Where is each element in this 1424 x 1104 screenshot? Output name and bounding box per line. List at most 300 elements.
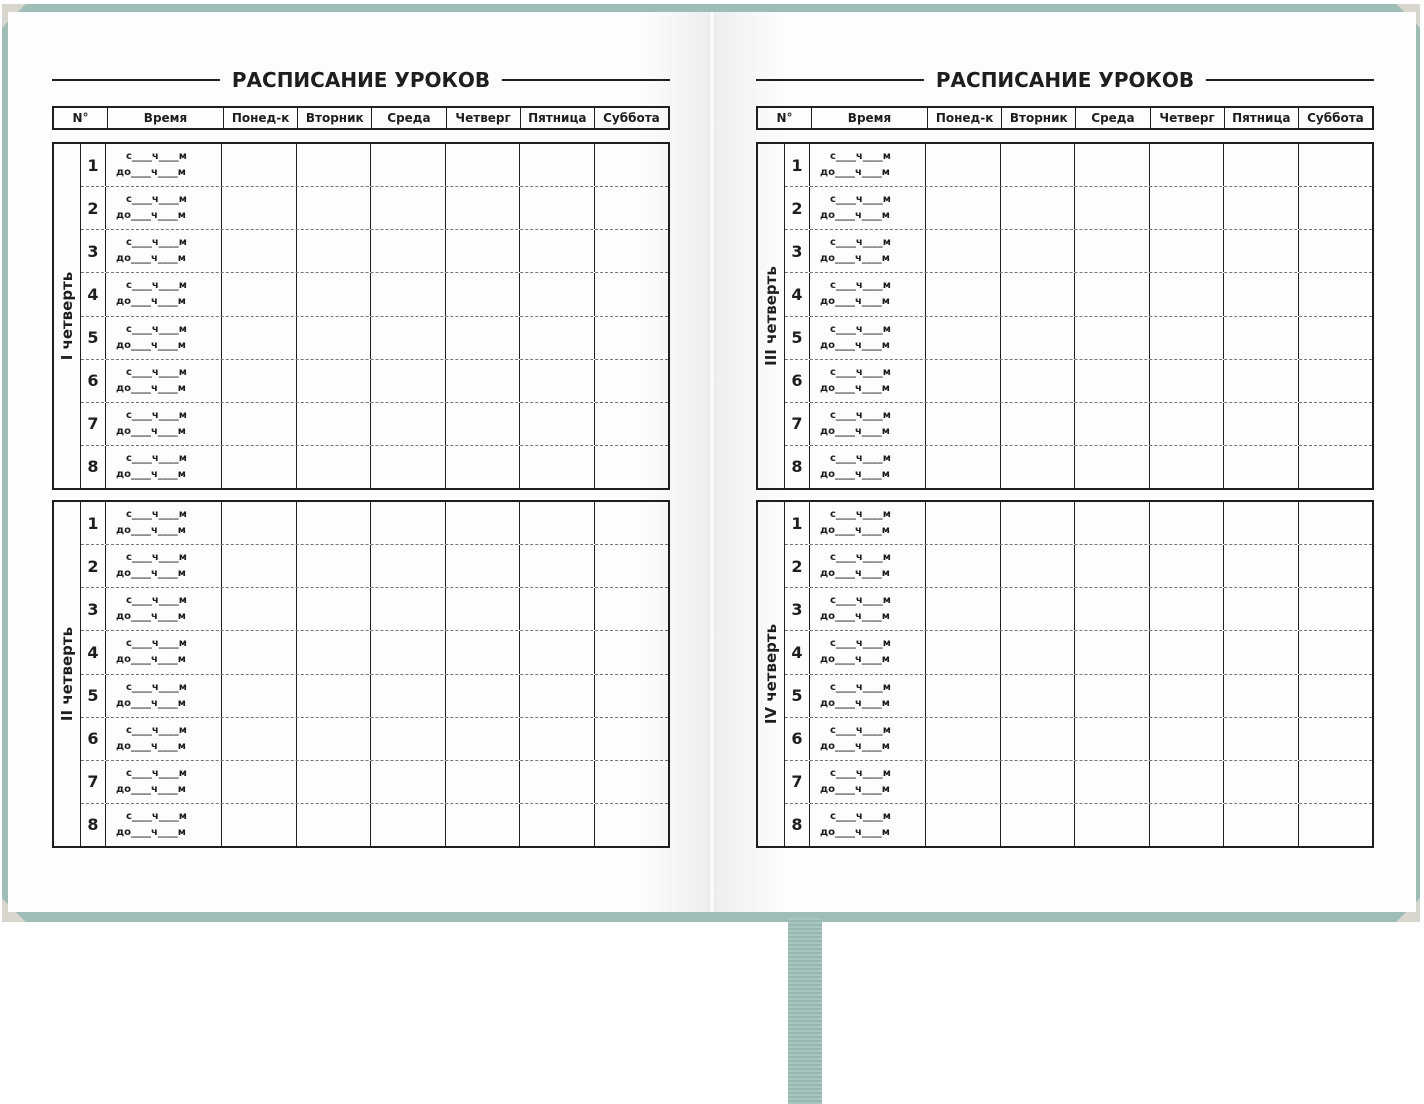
day-cell[interactable] bbox=[1224, 502, 1299, 544]
time-cell[interactable] bbox=[810, 187, 926, 229]
day-cell[interactable] bbox=[446, 588, 521, 630]
time-from[interactable]: с____ч____м bbox=[830, 810, 891, 822]
time-from[interactable]: с____ч____м bbox=[126, 366, 187, 378]
day-cell[interactable] bbox=[520, 144, 595, 186]
time-from[interactable]: с____ч____м bbox=[830, 366, 891, 378]
time-cell[interactable] bbox=[810, 545, 926, 587]
time-to[interactable]: до____ч____м bbox=[116, 339, 186, 351]
time-to[interactable]: до____ч____м bbox=[820, 783, 890, 795]
day-cell[interactable] bbox=[1150, 360, 1225, 402]
time-cell[interactable] bbox=[106, 360, 222, 402]
day-cell[interactable] bbox=[222, 144, 297, 186]
day-cell[interactable] bbox=[446, 187, 521, 229]
time-cell[interactable] bbox=[106, 545, 222, 587]
time-from[interactable]: с____ч____м bbox=[126, 810, 187, 822]
day-cell[interactable] bbox=[595, 360, 669, 402]
lesson-row bbox=[81, 675, 668, 718]
day-cell[interactable] bbox=[595, 675, 669, 717]
day-cell[interactable] bbox=[1075, 273, 1150, 315]
header-cell: Пятница bbox=[521, 108, 595, 128]
time-to[interactable]: до____ч____м bbox=[820, 425, 890, 437]
day-cell[interactable] bbox=[926, 360, 1001, 402]
day-cell[interactable] bbox=[1001, 804, 1076, 846]
day-cell[interactable] bbox=[222, 761, 297, 803]
time-to[interactable]: до____ч____м bbox=[116, 568, 186, 580]
time-from[interactable]: с____ч____м bbox=[126, 767, 187, 779]
time-cell[interactable] bbox=[810, 675, 926, 717]
time-from[interactable]: с____ч____м bbox=[830, 638, 891, 650]
day-cell[interactable] bbox=[1224, 187, 1299, 229]
day-cell[interactable] bbox=[926, 446, 1001, 488]
day-cell[interactable] bbox=[595, 718, 669, 760]
day-cell[interactable] bbox=[1150, 545, 1225, 587]
day-cell[interactable] bbox=[371, 360, 446, 402]
time-cell[interactable] bbox=[106, 446, 222, 488]
day-cell[interactable] bbox=[297, 675, 372, 717]
day-cell[interactable] bbox=[595, 187, 669, 229]
day-cell[interactable] bbox=[520, 804, 595, 846]
day-cell[interactable] bbox=[1001, 718, 1076, 760]
day-cell[interactable] bbox=[222, 230, 297, 272]
day-cell[interactable] bbox=[1150, 502, 1225, 544]
time-cell[interactable] bbox=[810, 360, 926, 402]
day-cell[interactable] bbox=[1224, 360, 1299, 402]
day-cell[interactable] bbox=[926, 804, 1001, 846]
day-cell[interactable] bbox=[1075, 187, 1150, 229]
day-cell[interactable] bbox=[371, 631, 446, 673]
day-cell[interactable] bbox=[1001, 761, 1076, 803]
time-to[interactable]: до____ч____м bbox=[820, 167, 890, 179]
day-cell[interactable] bbox=[926, 631, 1001, 673]
day-cell[interactable] bbox=[1224, 545, 1299, 587]
day-cell[interactable] bbox=[520, 502, 595, 544]
day-cell[interactable] bbox=[1224, 804, 1299, 846]
lesson-number: 1 bbox=[81, 502, 106, 544]
time-to[interactable]: до____ч____м bbox=[116, 697, 186, 709]
day-cell[interactable] bbox=[446, 718, 521, 760]
day-cell[interactable] bbox=[1075, 230, 1150, 272]
day-cell[interactable] bbox=[1224, 718, 1299, 760]
day-cell[interactable] bbox=[926, 230, 1001, 272]
day-cell[interactable] bbox=[297, 230, 372, 272]
day-cell[interactable] bbox=[520, 403, 595, 445]
time-from[interactable]: с____ч____м bbox=[126, 280, 187, 292]
time-cell[interactable] bbox=[106, 588, 222, 630]
day-cell[interactable] bbox=[371, 804, 446, 846]
time-to[interactable]: до____ч____м bbox=[116, 382, 186, 394]
time-cell[interactable] bbox=[810, 230, 926, 272]
day-cell[interactable] bbox=[520, 761, 595, 803]
time-cell[interactable] bbox=[810, 273, 926, 315]
day-cell[interactable] bbox=[371, 761, 446, 803]
day-cell[interactable] bbox=[1150, 588, 1225, 630]
day-cell[interactable] bbox=[595, 230, 669, 272]
day-cell[interactable] bbox=[446, 761, 521, 803]
day-cell[interactable] bbox=[1075, 317, 1150, 359]
day-cell[interactable] bbox=[1299, 403, 1373, 445]
day-cell[interactable] bbox=[222, 502, 297, 544]
time-from[interactable]: с____ч____м bbox=[830, 280, 891, 292]
day-cell[interactable] bbox=[222, 545, 297, 587]
day-cell[interactable] bbox=[520, 631, 595, 673]
day-cell[interactable] bbox=[1224, 631, 1299, 673]
day-cell[interactable] bbox=[446, 230, 521, 272]
time-cell[interactable] bbox=[106, 403, 222, 445]
day-cell[interactable] bbox=[297, 144, 372, 186]
day-cell[interactable] bbox=[297, 360, 372, 402]
time-cell[interactable] bbox=[810, 588, 926, 630]
day-cell[interactable] bbox=[1075, 545, 1150, 587]
time-from[interactable]: с____ч____м bbox=[830, 509, 891, 521]
day-cell[interactable] bbox=[297, 545, 372, 587]
time-to[interactable]: до____ч____м bbox=[116, 740, 186, 752]
day-cell[interactable] bbox=[520, 187, 595, 229]
time-to[interactable]: до____ч____м bbox=[116, 783, 186, 795]
time-cell[interactable] bbox=[106, 144, 222, 186]
day-cell[interactable] bbox=[1150, 187, 1225, 229]
day-cell[interactable] bbox=[371, 317, 446, 359]
day-cell[interactable] bbox=[446, 804, 521, 846]
day-cell[interactable] bbox=[371, 502, 446, 544]
time-cell[interactable] bbox=[810, 761, 926, 803]
time-cell[interactable] bbox=[106, 317, 222, 359]
day-cell[interactable] bbox=[222, 675, 297, 717]
day-cell[interactable] bbox=[1075, 631, 1150, 673]
time-cell[interactable] bbox=[810, 317, 926, 359]
time-cell[interactable] bbox=[810, 502, 926, 544]
time-from[interactable]: с____ч____м bbox=[126, 237, 187, 249]
day-cell[interactable] bbox=[595, 631, 669, 673]
day-cell[interactable] bbox=[595, 502, 669, 544]
day-cell[interactable] bbox=[1001, 588, 1076, 630]
day-cell[interactable] bbox=[926, 761, 1001, 803]
quarter-label: II четверть bbox=[58, 626, 76, 722]
day-cell[interactable] bbox=[926, 403, 1001, 445]
day-cell[interactable] bbox=[1224, 403, 1299, 445]
time-cell[interactable] bbox=[810, 144, 926, 186]
day-cell[interactable] bbox=[1075, 446, 1150, 488]
day-cell[interactable] bbox=[446, 360, 521, 402]
lesson-row bbox=[785, 187, 1372, 230]
day-cell[interactable] bbox=[1150, 631, 1225, 673]
time-cell[interactable] bbox=[810, 446, 926, 488]
time-to[interactable]: до____ч____м bbox=[820, 525, 890, 537]
day-cell[interactable] bbox=[446, 446, 521, 488]
day-cell[interactable] bbox=[371, 675, 446, 717]
day-cell[interactable] bbox=[446, 403, 521, 445]
bookmark-ribbon[interactable] bbox=[788, 918, 822, 1104]
day-cell[interactable] bbox=[1075, 360, 1150, 402]
time-from[interactable]: с____ч____м bbox=[830, 194, 891, 206]
time-from[interactable]: с____ч____м bbox=[830, 409, 891, 421]
time-from[interactable]: с____ч____м bbox=[830, 237, 891, 249]
day-cell[interactable] bbox=[1299, 273, 1373, 315]
time-to[interactable]: до____ч____м bbox=[820, 697, 890, 709]
time-from[interactable]: с____ч____м bbox=[830, 452, 891, 464]
day-cell[interactable] bbox=[1001, 631, 1076, 673]
day-cell[interactable] bbox=[595, 588, 669, 630]
day-cell[interactable] bbox=[1075, 675, 1150, 717]
day-cell[interactable] bbox=[371, 718, 446, 760]
day-cell[interactable] bbox=[595, 273, 669, 315]
day-cell[interactable] bbox=[297, 446, 372, 488]
day-cell[interactable] bbox=[520, 588, 595, 630]
time-from[interactable]: с____ч____м bbox=[126, 151, 187, 163]
day-cell[interactable] bbox=[371, 144, 446, 186]
day-cell[interactable] bbox=[1150, 403, 1225, 445]
day-cell[interactable] bbox=[1001, 273, 1076, 315]
day-cell[interactable] bbox=[926, 317, 1001, 359]
day-cell[interactable] bbox=[520, 273, 595, 315]
time-to[interactable]: до____ч____м bbox=[116, 826, 186, 838]
day-cell[interactable] bbox=[1075, 761, 1150, 803]
time-cell[interactable] bbox=[106, 804, 222, 846]
day-cell[interactable] bbox=[446, 273, 521, 315]
day-cell[interactable] bbox=[297, 588, 372, 630]
time-to[interactable]: до____ч____м bbox=[820, 253, 890, 265]
time-from[interactable]: с____ч____м bbox=[126, 681, 187, 693]
day-cell[interactable] bbox=[297, 761, 372, 803]
day-cell[interactable] bbox=[371, 273, 446, 315]
time-from[interactable]: с____ч____м bbox=[126, 638, 187, 650]
day-cell[interactable] bbox=[1075, 718, 1150, 760]
time-cell[interactable] bbox=[810, 804, 926, 846]
day-cell[interactable] bbox=[297, 187, 372, 229]
day-cell[interactable] bbox=[926, 588, 1001, 630]
day-cell[interactable] bbox=[520, 545, 595, 587]
day-cell[interactable] bbox=[297, 718, 372, 760]
time-to[interactable]: до____ч____м bbox=[116, 167, 186, 179]
time-to[interactable]: до____ч____м bbox=[820, 468, 890, 480]
day-cell[interactable] bbox=[222, 317, 297, 359]
day-cell[interactable] bbox=[1150, 317, 1225, 359]
day-cell[interactable] bbox=[926, 187, 1001, 229]
time-to[interactable]: до____ч____м bbox=[116, 611, 186, 623]
time-from[interactable]: с____ч____м bbox=[830, 323, 891, 335]
day-cell[interactable] bbox=[1075, 403, 1150, 445]
time-to[interactable]: до____ч____м bbox=[116, 654, 186, 666]
day-cell[interactable] bbox=[1299, 545, 1373, 587]
time-from[interactable]: с____ч____м bbox=[126, 724, 187, 736]
lesson-number: 2 bbox=[785, 187, 810, 229]
day-cell[interactable] bbox=[1224, 675, 1299, 717]
time-to[interactable]: до____ч____м bbox=[820, 382, 890, 394]
day-cell[interactable] bbox=[520, 675, 595, 717]
day-cell[interactable] bbox=[222, 718, 297, 760]
time-to[interactable]: до____ч____м bbox=[116, 425, 186, 437]
day-cell[interactable] bbox=[1299, 761, 1373, 803]
time-from[interactable]: с____ч____м bbox=[126, 595, 187, 607]
day-cell[interactable] bbox=[1299, 144, 1373, 186]
day-cell[interactable] bbox=[1224, 230, 1299, 272]
day-cell[interactable] bbox=[446, 545, 521, 587]
day-cell[interactable] bbox=[1150, 804, 1225, 846]
day-cell[interactable] bbox=[297, 317, 372, 359]
day-cell[interactable] bbox=[1299, 446, 1373, 488]
time-cell[interactable] bbox=[810, 631, 926, 673]
day-cell[interactable] bbox=[446, 317, 521, 359]
day-cell[interactable] bbox=[1299, 588, 1373, 630]
day-cell[interactable] bbox=[1150, 230, 1225, 272]
day-cell[interactable] bbox=[1299, 502, 1373, 544]
day-cell[interactable] bbox=[371, 545, 446, 587]
day-cell[interactable] bbox=[222, 187, 297, 229]
day-cell[interactable] bbox=[371, 230, 446, 272]
time-to[interactable]: до____ч____м bbox=[820, 654, 890, 666]
day-cell[interactable] bbox=[1001, 230, 1076, 272]
time-from[interactable]: с____ч____м bbox=[126, 323, 187, 335]
time-to[interactable]: до____ч____м bbox=[116, 210, 186, 222]
day-cell[interactable] bbox=[926, 718, 1001, 760]
day-cell[interactable] bbox=[222, 588, 297, 630]
day-cell[interactable] bbox=[926, 273, 1001, 315]
day-cell[interactable] bbox=[926, 675, 1001, 717]
day-cell[interactable] bbox=[297, 804, 372, 846]
time-cell[interactable] bbox=[106, 230, 222, 272]
time-from[interactable]: с____ч____м bbox=[126, 552, 187, 564]
day-cell[interactable] bbox=[1299, 187, 1373, 229]
day-cell[interactable] bbox=[1224, 317, 1299, 359]
title-row bbox=[52, 68, 670, 96]
time-cell[interactable] bbox=[106, 502, 222, 544]
time-cell[interactable] bbox=[106, 631, 222, 673]
day-cell[interactable] bbox=[926, 502, 1001, 544]
day-cell[interactable] bbox=[926, 545, 1001, 587]
day-cell[interactable] bbox=[595, 545, 669, 587]
day-cell[interactable] bbox=[222, 804, 297, 846]
day-cell[interactable] bbox=[1001, 446, 1076, 488]
time-to[interactable]: до____ч____м bbox=[820, 568, 890, 580]
time-from[interactable]: с____ч____м bbox=[126, 509, 187, 521]
time-to[interactable]: до____ч____м bbox=[116, 296, 186, 308]
day-cell[interactable] bbox=[371, 403, 446, 445]
day-cell[interactable] bbox=[371, 588, 446, 630]
day-cell[interactable] bbox=[1224, 588, 1299, 630]
day-cell[interactable] bbox=[222, 273, 297, 315]
day-cell[interactable] bbox=[1299, 631, 1373, 673]
day-cell[interactable] bbox=[1001, 675, 1076, 717]
header-cell: Время bbox=[108, 108, 224, 128]
time-from[interactable]: с____ч____м bbox=[126, 194, 187, 206]
time-from[interactable]: с____ч____м bbox=[830, 681, 891, 693]
time-to[interactable]: до____ч____м bbox=[116, 253, 186, 265]
day-cell[interactable] bbox=[1299, 804, 1373, 846]
day-cell[interactable] bbox=[1001, 317, 1076, 359]
day-cell[interactable] bbox=[371, 187, 446, 229]
time-cell[interactable] bbox=[106, 675, 222, 717]
day-cell[interactable] bbox=[371, 446, 446, 488]
time-cell[interactable] bbox=[106, 761, 222, 803]
time-to[interactable]: до____ч____м bbox=[820, 339, 890, 351]
day-cell[interactable] bbox=[1001, 403, 1076, 445]
day-cell[interactable] bbox=[1150, 718, 1225, 760]
time-cell[interactable] bbox=[810, 403, 926, 445]
time-from[interactable]: с____ч____м bbox=[126, 409, 187, 421]
day-cell[interactable] bbox=[222, 631, 297, 673]
day-cell[interactable] bbox=[926, 144, 1001, 186]
time-from[interactable]: с____ч____м bbox=[830, 595, 891, 607]
day-cell[interactable] bbox=[1299, 360, 1373, 402]
day-cell[interactable] bbox=[1075, 804, 1150, 846]
day-cell[interactable] bbox=[446, 675, 521, 717]
day-cell[interactable] bbox=[297, 403, 372, 445]
day-cell[interactable] bbox=[1299, 230, 1373, 272]
day-cell[interactable] bbox=[595, 761, 669, 803]
day-cell[interactable] bbox=[1150, 144, 1225, 186]
day-cell[interactable] bbox=[297, 502, 372, 544]
time-from[interactable]: с____ч____м bbox=[830, 552, 891, 564]
time-cell[interactable] bbox=[106, 718, 222, 760]
day-cell[interactable] bbox=[1299, 317, 1373, 359]
day-cell[interactable] bbox=[520, 718, 595, 760]
day-cell[interactable] bbox=[520, 446, 595, 488]
time-cell[interactable] bbox=[106, 273, 222, 315]
time-to[interactable]: до____ч____м bbox=[820, 210, 890, 222]
time-cell[interactable] bbox=[106, 187, 222, 229]
day-cell[interactable] bbox=[1224, 761, 1299, 803]
time-to[interactable]: до____ч____м bbox=[820, 611, 890, 623]
day-cell[interactable] bbox=[520, 317, 595, 359]
day-cell[interactable] bbox=[222, 360, 297, 402]
day-cell[interactable] bbox=[446, 502, 521, 544]
day-cell[interactable] bbox=[1150, 761, 1225, 803]
day-cell[interactable] bbox=[595, 144, 669, 186]
day-cell[interactable] bbox=[1150, 675, 1225, 717]
header-cell: Понед-к bbox=[928, 108, 1002, 128]
day-cell[interactable] bbox=[1299, 675, 1373, 717]
day-cell[interactable] bbox=[1001, 187, 1076, 229]
lesson-row bbox=[81, 360, 668, 403]
day-cell[interactable] bbox=[595, 317, 669, 359]
day-cell[interactable] bbox=[446, 631, 521, 673]
time-to[interactable]: до____ч____м bbox=[116, 525, 186, 537]
day-cell[interactable] bbox=[1150, 273, 1225, 315]
day-cell[interactable] bbox=[297, 631, 372, 673]
day-cell[interactable] bbox=[1299, 718, 1373, 760]
day-cell[interactable] bbox=[1075, 144, 1150, 186]
day-cell[interactable] bbox=[1075, 588, 1150, 630]
day-cell[interactable] bbox=[595, 804, 669, 846]
time-to[interactable]: до____ч____м bbox=[116, 468, 186, 480]
time-from[interactable]: с____ч____м bbox=[830, 724, 891, 736]
time-to[interactable]: до____ч____м bbox=[820, 296, 890, 308]
day-cell[interactable] bbox=[1224, 273, 1299, 315]
day-cell[interactable] bbox=[1001, 545, 1076, 587]
time-to[interactable]: до____ч____м bbox=[820, 740, 890, 752]
day-cell[interactable] bbox=[1224, 144, 1299, 186]
day-cell[interactable] bbox=[1001, 502, 1076, 544]
day-cell[interactable] bbox=[520, 230, 595, 272]
day-cell[interactable] bbox=[595, 446, 669, 488]
lesson-number: 4 bbox=[785, 631, 810, 673]
day-cell[interactable] bbox=[446, 144, 521, 186]
time-from[interactable]: с____ч____м bbox=[126, 452, 187, 464]
day-cell[interactable] bbox=[1001, 360, 1076, 402]
day-cell[interactable] bbox=[1224, 446, 1299, 488]
time-from[interactable]: с____ч____м bbox=[830, 151, 891, 163]
time-cell[interactable] bbox=[810, 718, 926, 760]
time-to[interactable]: до____ч____м bbox=[820, 826, 890, 838]
day-cell[interactable] bbox=[1001, 144, 1076, 186]
day-cell[interactable] bbox=[595, 403, 669, 445]
day-cell[interactable] bbox=[222, 403, 297, 445]
day-cell[interactable] bbox=[1150, 446, 1225, 488]
day-cell[interactable] bbox=[222, 446, 297, 488]
day-cell[interactable] bbox=[520, 360, 595, 402]
day-cell[interactable] bbox=[297, 273, 372, 315]
time-from[interactable]: с____ч____м bbox=[830, 767, 891, 779]
day-cell[interactable] bbox=[1075, 502, 1150, 544]
